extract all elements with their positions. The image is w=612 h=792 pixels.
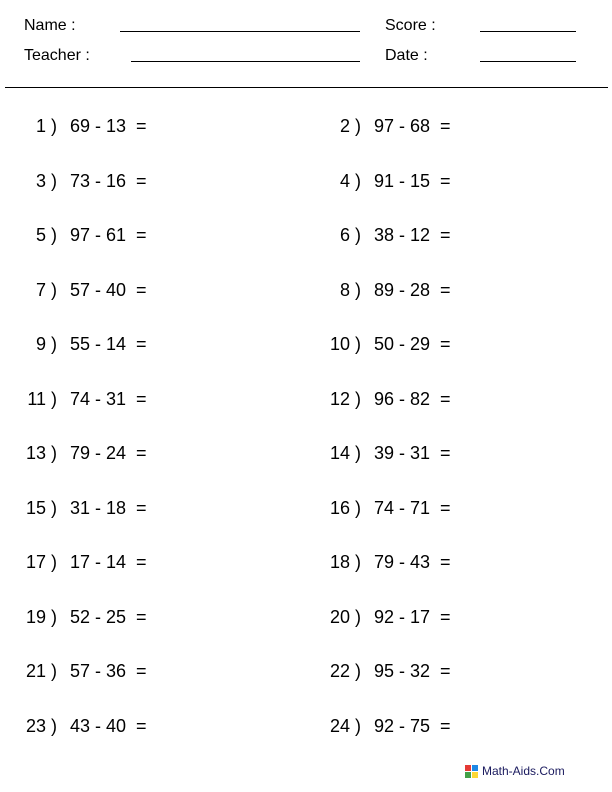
problem-expression: 79 - 43 = [374, 552, 451, 572]
problem-number: 24 ) [329, 715, 361, 736]
problem-number: 18 ) [329, 552, 361, 572]
problem-expression: 57 - 40 = [70, 279, 147, 300]
problem-number: 7 ) [35, 279, 57, 300]
problem-number: 5 ) [35, 225, 57, 245]
problem-expression: 74 - 31 = [70, 388, 147, 409]
name-line[interactable] [120, 31, 360, 32]
problem-expression: 31 - 18 = [70, 497, 147, 518]
problem-number: 17 ) [25, 552, 57, 572]
problem-number: 4 ) [339, 170, 361, 191]
problem-number: 1 ) [35, 116, 57, 136]
problem-expression: 17 - 14 = [70, 552, 147, 572]
problem-expression: 39 - 31 = [374, 443, 451, 463]
problem-number: 9 ) [35, 334, 57, 354]
problem-number: 16 ) [329, 497, 361, 518]
problem-number: 10 ) [329, 334, 361, 354]
footer-brand [465, 764, 565, 778]
score-line[interactable] [480, 31, 576, 32]
problem-number: 3 ) [35, 170, 57, 191]
problem-expression: 74 - 71 = [374, 497, 451, 518]
problem-expression: 97 - 68 = [374, 116, 451, 136]
problem-number: 19 ) [25, 606, 57, 627]
problem-number: 11 ) [27, 388, 57, 409]
problem-number: 8 ) [339, 279, 361, 300]
problem-number: 21 ) [25, 661, 57, 681]
score-label: Score : [385, 17, 436, 34]
problem-number: 12 ) [329, 388, 361, 409]
problem-number: 13 ) [25, 443, 57, 463]
date-label: Date : [385, 47, 428, 64]
problem-expression: 92 - 75 = [374, 715, 451, 736]
problem-expression: 43 - 40 = [70, 715, 147, 736]
problem-expression: 55 - 14 = [70, 334, 147, 354]
teacher-label: Teacher : [24, 47, 90, 64]
problem-number: 14 ) [329, 443, 361, 463]
teacher-line[interactable] [131, 61, 360, 62]
footer-site-text: Math-Aids.Com [482, 764, 565, 778]
problem-number: 22 ) [329, 661, 361, 681]
problem-expression: 57 - 36 = [70, 661, 147, 681]
problem-number: 15 ) [25, 497, 57, 518]
problem-number: 6 ) [339, 225, 361, 245]
problem-expression: 69 - 13 = [70, 116, 147, 136]
problem-number: 2 ) [339, 116, 361, 136]
problem-expression: 89 - 28 = [374, 279, 451, 300]
problem-expression: 95 - 32 = [374, 661, 451, 681]
math-aids-logo-icon [465, 765, 478, 778]
problem-expression: 52 - 25 = [70, 606, 147, 627]
problem-expression: 91 - 15 = [374, 170, 451, 191]
problem-expression: 50 - 29 = [374, 334, 451, 354]
name-label: Name : [24, 17, 76, 34]
problem-number: 23 ) [25, 715, 57, 736]
problem-expression: 79 - 24 = [70, 443, 147, 463]
problem-expression: 73 - 16 = [70, 170, 147, 191]
problem-expression: 92 - 17 = [374, 606, 451, 627]
problem-expression: 97 - 61 = [70, 225, 147, 245]
date-line[interactable] [480, 61, 576, 62]
problem-expression: 96 - 82 = [374, 388, 451, 409]
problem-expression: 38 - 12 = [374, 225, 451, 245]
problem-number: 20 ) [329, 606, 361, 627]
header-divider [5, 87, 608, 88]
